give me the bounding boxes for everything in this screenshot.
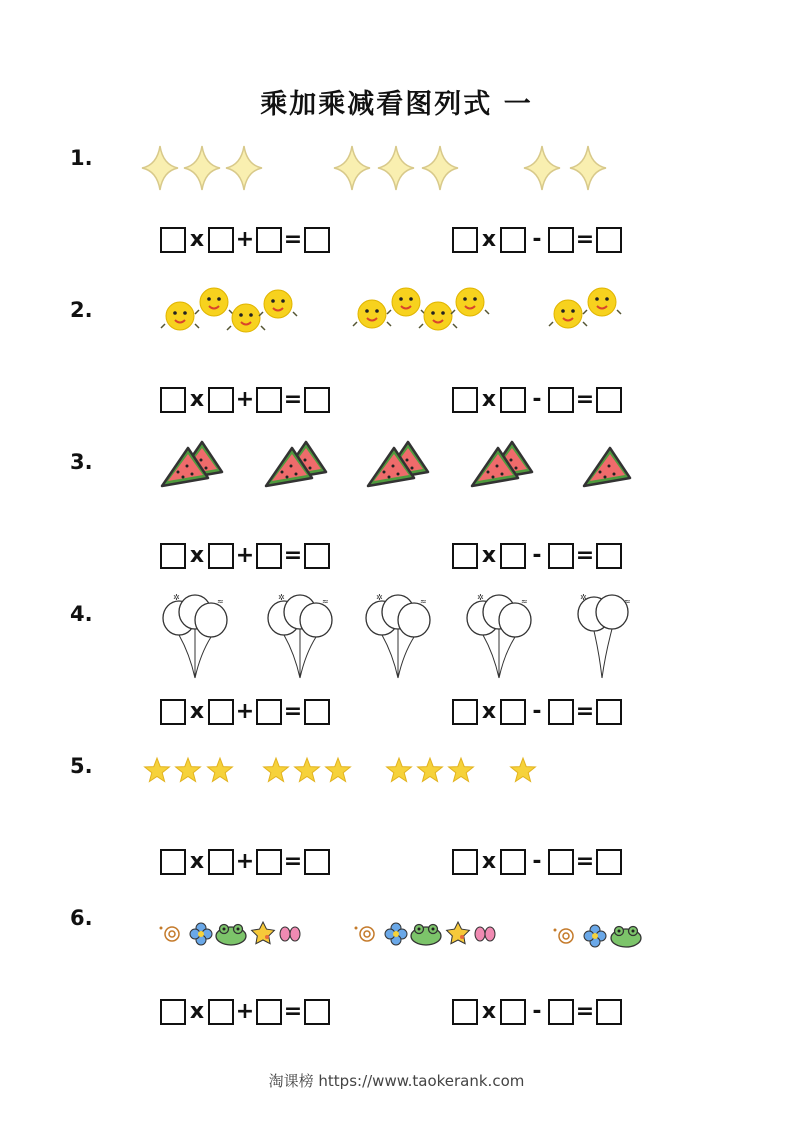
- answer-box[interactable]: [256, 543, 282, 569]
- answer-box[interactable]: [452, 227, 478, 253]
- answer-box[interactable]: [548, 999, 574, 1025]
- answer-box[interactable]: [160, 543, 186, 569]
- answer-box[interactable]: [452, 999, 478, 1025]
- frog-icon: [611, 927, 641, 948]
- sparkle-star-icon: [226, 146, 262, 190]
- equation-left-6: [160, 996, 330, 1028]
- answer-box[interactable]: [548, 387, 574, 413]
- answer-box[interactable]: [208, 543, 234, 569]
- operator-symbol: x: [481, 699, 497, 724]
- operator-symbol: +: [235, 999, 255, 1024]
- problem-number-4: 4.: [70, 602, 93, 626]
- equation-left-5: [160, 846, 330, 878]
- answer-box[interactable]: [596, 999, 622, 1025]
- operator-symbol: x: [481, 227, 497, 252]
- answer-box[interactable]: [256, 699, 282, 725]
- sparkle-star-icon: [184, 146, 220, 190]
- operator-symbol: x: [189, 999, 205, 1024]
- answer-box[interactable]: [596, 849, 622, 875]
- balloon-bunch-icon: [578, 594, 631, 678]
- butterfly-icon: [280, 927, 300, 941]
- star-icon: [418, 758, 443, 782]
- svg-text:✲: ✲: [173, 594, 180, 602]
- svg-text:≈: ≈: [217, 597, 224, 606]
- svg-text:✲: ✲: [477, 594, 484, 602]
- operator-symbol: +: [235, 849, 255, 874]
- equation-left-4: [160, 696, 330, 728]
- answer-box[interactable]: [160, 999, 186, 1025]
- answer-box[interactable]: [208, 387, 234, 413]
- butterfly-icon: [475, 927, 495, 941]
- equation-right-5: [452, 846, 622, 878]
- operator-symbol: +: [235, 699, 255, 724]
- operator-symbol: =: [575, 999, 595, 1024]
- answer-box[interactable]: [304, 999, 330, 1025]
- chick-icon: [161, 302, 199, 330]
- flower-icon: [190, 923, 212, 945]
- operator-symbol: =: [283, 543, 303, 568]
- watermelon-slice-icon: [162, 442, 222, 486]
- answer-box[interactable]: [452, 699, 478, 725]
- star-icon: [264, 758, 289, 782]
- star-icon: [208, 758, 233, 782]
- answer-box[interactable]: [596, 543, 622, 569]
- operator-symbol: x: [189, 543, 205, 568]
- sparkle-star-icon: [334, 146, 370, 190]
- flower-icon: [385, 923, 407, 945]
- answer-box[interactable]: [304, 849, 330, 875]
- star-icon: [511, 758, 536, 782]
- operator-symbol: -: [532, 999, 542, 1024]
- sparkle-star-icon: [422, 146, 458, 190]
- operator-symbol: +: [235, 227, 255, 252]
- operator-symbol: x: [481, 387, 497, 412]
- chick-icon: [195, 288, 233, 316]
- equation-right-1: [452, 224, 622, 256]
- answer-box[interactable]: [208, 227, 234, 253]
- sparkle-star-icon: [524, 146, 560, 190]
- operator-symbol: =: [575, 227, 595, 252]
- operator-symbol: x: [189, 849, 205, 874]
- svg-text:✲: ✲: [580, 594, 587, 602]
- star-icon: [387, 758, 412, 782]
- star-face-icon: [252, 922, 275, 944]
- operator-symbol: -: [532, 849, 542, 874]
- operator-symbol: -: [532, 543, 542, 568]
- answer-box[interactable]: [548, 699, 574, 725]
- operator-symbol: =: [575, 849, 595, 874]
- equation-right-4: [452, 696, 622, 728]
- problem-number-6: 6.: [70, 906, 93, 930]
- watermelon-slice-icon: [266, 442, 326, 486]
- operator-symbol: x: [481, 543, 497, 568]
- answer-box[interactable]: [208, 999, 234, 1025]
- sparkle-star-icon: [142, 146, 178, 190]
- operator-symbol: =: [283, 699, 303, 724]
- answer-box[interactable]: [160, 699, 186, 725]
- balloon-bunch-icon: [163, 594, 227, 678]
- answer-box[interactable]: [500, 543, 526, 569]
- equation-left-3: [160, 540, 330, 572]
- svg-text:≈: ≈: [521, 597, 528, 606]
- operator-symbol: =: [283, 387, 303, 412]
- picture-row-5: [0, 752, 793, 792]
- picture-row-6: [0, 914, 793, 954]
- svg-text:≈: ≈: [624, 597, 631, 606]
- star-icon: [176, 758, 201, 782]
- answer-box[interactable]: [160, 227, 186, 253]
- problem-number-2: 2.: [70, 298, 93, 322]
- watermelon-slice-icon: [368, 442, 428, 486]
- answer-box[interactable]: [452, 543, 478, 569]
- answer-box[interactable]: [500, 227, 526, 253]
- svg-text:≈: ≈: [420, 597, 427, 606]
- chick-icon: [227, 304, 265, 332]
- answer-box[interactable]: [500, 699, 526, 725]
- problem-number-5: 5.: [70, 754, 93, 778]
- svg-text:≈: ≈: [322, 597, 329, 606]
- balloon-bunch-icon: [268, 594, 332, 678]
- operator-symbol: x: [189, 227, 205, 252]
- balloon-bunch-icon: [366, 594, 430, 678]
- answer-box[interactable]: [500, 999, 526, 1025]
- chick-icon: [259, 290, 297, 318]
- answer-box[interactable]: [596, 227, 622, 253]
- svg-text:✲: ✲: [376, 594, 383, 602]
- answer-box[interactable]: [256, 227, 282, 253]
- watermelon-slice-icon: [472, 442, 532, 486]
- operator-symbol: x: [189, 387, 205, 412]
- picture-row-2: [0, 282, 793, 342]
- operator-symbol: -: [532, 227, 542, 252]
- swirl-icon: [554, 929, 574, 944]
- answer-box[interactable]: [208, 699, 234, 725]
- swirl-icon: [355, 927, 375, 942]
- equation-right-3: [452, 540, 622, 572]
- answer-box[interactable]: [500, 849, 526, 875]
- frog-icon: [216, 925, 246, 946]
- picture-row-1: [0, 140, 793, 200]
- problem-number-1: 1.: [70, 146, 93, 170]
- balloon-bunch-icon: [467, 594, 531, 678]
- chick-icon: [387, 288, 425, 316]
- operator-symbol: =: [283, 849, 303, 874]
- star-face-icon: [447, 922, 470, 944]
- equation-right-2: [452, 384, 622, 416]
- operator-symbol: =: [575, 387, 595, 412]
- operator-symbol: x: [481, 849, 497, 874]
- answer-box[interactable]: [548, 849, 574, 875]
- operator-symbol: =: [283, 999, 303, 1024]
- answer-box[interactable]: [208, 849, 234, 875]
- chick-icon: [419, 302, 457, 330]
- answer-box[interactable]: [160, 387, 186, 413]
- equation-right-6: [452, 996, 622, 1028]
- answer-box[interactable]: [160, 849, 186, 875]
- operator-symbol: +: [235, 387, 255, 412]
- star-icon: [449, 758, 474, 782]
- chick-icon: [353, 300, 391, 328]
- chick-icon: [451, 288, 489, 316]
- answer-box[interactable]: [500, 387, 526, 413]
- flower-icon: [584, 925, 606, 947]
- chick-icon: [583, 288, 621, 316]
- operator-symbol: =: [575, 699, 595, 724]
- answer-box[interactable]: [256, 849, 282, 875]
- answer-box[interactable]: [304, 543, 330, 569]
- operator-symbol: -: [532, 699, 542, 724]
- star-icon: [145, 758, 170, 782]
- star-icon: [295, 758, 320, 782]
- answer-box[interactable]: [256, 387, 282, 413]
- sparkle-star-icon: [570, 146, 606, 190]
- swirl-icon: [160, 927, 180, 942]
- answer-box[interactable]: [304, 387, 330, 413]
- answer-box[interactable]: [304, 227, 330, 253]
- answer-box[interactable]: [452, 387, 478, 413]
- operator-symbol: x: [481, 999, 497, 1024]
- picture-row-3: [0, 434, 793, 498]
- footer-watermark: 淘课榜 https://www.taokerank.com: [268, 1072, 525, 1090]
- operator-symbol: =: [575, 543, 595, 568]
- equation-left-1: [160, 224, 330, 256]
- answer-box[interactable]: [548, 227, 574, 253]
- answer-box[interactable]: [452, 849, 478, 875]
- frog-icon: [411, 925, 441, 946]
- answer-box[interactable]: [596, 699, 622, 725]
- watermelon-slice-icon: [584, 448, 630, 486]
- operator-symbol: +: [235, 543, 255, 568]
- chick-icon: [549, 300, 587, 328]
- star-icon: [326, 758, 351, 782]
- answer-box[interactable]: [548, 543, 574, 569]
- answer-box[interactable]: [304, 699, 330, 725]
- answer-box[interactable]: [596, 387, 622, 413]
- equation-left-2: [160, 384, 330, 416]
- answer-box[interactable]: [256, 999, 282, 1025]
- operator-symbol: =: [283, 227, 303, 252]
- operator-symbol: -: [532, 387, 542, 412]
- problem-number-3: 3.: [70, 450, 93, 474]
- sparkle-star-icon: [378, 146, 414, 190]
- svg-text:✲: ✲: [278, 594, 285, 602]
- operator-symbol: x: [189, 699, 205, 724]
- page-title: 乘加乘减看图列式 一: [260, 89, 533, 120]
- picture-row-4: [0, 594, 793, 686]
